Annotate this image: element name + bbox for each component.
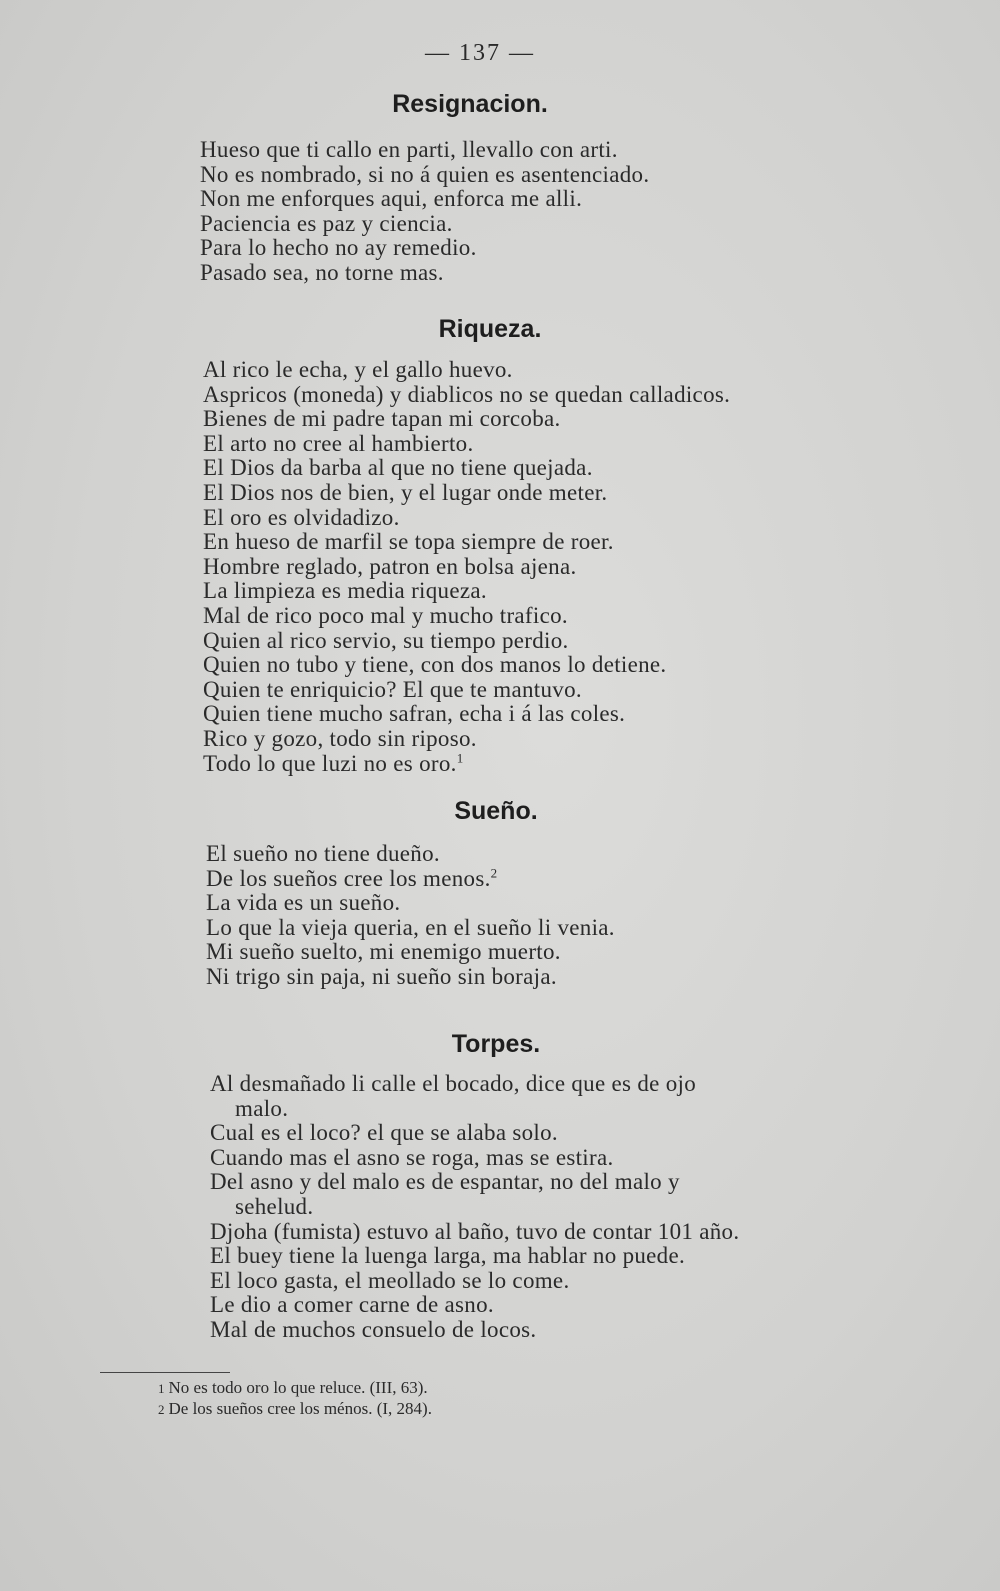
proverb-line: Le dio a comer carne de asno.	[210, 1292, 494, 1318]
proverb-line-with-footnote	[203, 749, 730, 777]
proverb-line: Mi sueño suelto, mi enemigo muerto.	[206, 939, 561, 965]
section-heading-sueno: Sueño.	[454, 797, 538, 825]
proverb-line: Mal de muchos consuelo de locos.	[210, 1316, 537, 1342]
proverb-line: Al desmañado li calle el bocado, dice que es de ojo	[210, 1071, 696, 1096]
section-heading-torpes: Torpes.	[451, 1030, 541, 1058]
proverb-line: El loco gasta, el meollado se lo come.	[210, 1267, 570, 1293]
proverb-line-with-footnote	[206, 864, 615, 892]
footnote-text: De los sueños cree los ménos. (I, 284).	[168, 1399, 432, 1418]
proverb-line: Quien tiene mucho safran, echa i á las coles.	[203, 701, 626, 727]
proverb-line: El Dios nos de bien, y el lugar onde meter.	[203, 479, 608, 505]
proverb-list-sueno	[206, 842, 615, 990]
proverb-line: Para lo hecho no ay remedio.	[200, 235, 477, 261]
page-number: — 137 —	[425, 40, 535, 66]
proverb-line: La limpieza es media riqueza.	[203, 578, 487, 604]
proverb-line: Aspricos (moneda) y diablicos no se quedan calladicos.	[203, 381, 731, 407]
section-heading-resignacion: Resignacion.	[392, 90, 548, 118]
proverb-line: La vida es un sueño.	[206, 890, 401, 916]
proverb-line: Quien te enriquicio? El que te mantuvo.	[203, 676, 582, 702]
footnotes	[158, 1378, 432, 1420]
proverb-line: Al rico le echa, y el gallo huevo.	[203, 357, 513, 382]
proverb-text: De los sueños cree los menos.	[206, 865, 491, 891]
proverb-line: Rico y gozo, todo sin riposo.	[203, 725, 477, 751]
proverb-line: El sueño no tiene dueño.	[206, 841, 440, 866]
footnote-mark: 2	[158, 1402, 165, 1417]
proverb-line: Lo que la vieja queria, en el sueño li venia.	[206, 914, 615, 940]
proverb-list-resignacion	[200, 138, 649, 286]
proverb-line: Hueso que ti callo en parti, llevallo con arti.	[200, 137, 618, 162]
proverb-line: Cual es el loco? el que se alaba solo.	[210, 1120, 558, 1146]
proverb-line: Mal de rico poco mal y mucho trafico.	[203, 602, 568, 628]
proverb-list-torpes	[210, 1072, 825, 1343]
proverb-line: Cuando mas el asno se roga, mas se estira.	[210, 1144, 614, 1170]
proverb-line: Del asno y del malo es de espantar, no del malo y	[210, 1169, 680, 1195]
footnote-divider	[100, 1372, 230, 1373]
proverb-line: Paciencia es paz y ciencia.	[200, 210, 453, 236]
proverb-line: Pasado sea, no torne mas.	[200, 259, 444, 285]
proverb-line: Djoha (fumista) estuvo al baño, tuvo de contar 101 año.	[210, 1218, 740, 1244]
footnote	[158, 1399, 432, 1420]
proverb-line: El buey tiene la luenga larga, ma hablar no puede.	[210, 1243, 686, 1269]
proverb-list-riqueza	[203, 358, 730, 776]
proverb-line: En hueso de marfil se topa siempre de roer.	[203, 529, 614, 555]
section-heading-riqueza: Riqueza.	[438, 315, 542, 343]
proverb-line: Bienes de mi padre tapan mi corcoba.	[203, 406, 561, 432]
proverb-line: Hombre reglado, patron en bolsa ajena.	[203, 553, 577, 579]
proverb-line: Non me enforques aqui, enforca me alli.	[200, 186, 583, 212]
proverb-line-continuation: malo.	[235, 1095, 289, 1121]
proverb-line: El arto no cree al hambierto.	[203, 430, 474, 456]
footnote	[158, 1378, 432, 1399]
proverb-line: No es nombrado, si no á quien es asentenciado.	[200, 161, 650, 187]
proverb-line: El Dios da barba al que no tiene quejada.	[203, 455, 593, 481]
footnote-reference: 1	[456, 749, 464, 765]
proverb-text: Todo lo que luzi no es oro.	[203, 750, 457, 776]
footnote-text: No es todo oro lo que reluce. (III, 63).	[168, 1378, 428, 1397]
proverb-line: Quien al rico servio, su tiempo perdio.	[203, 627, 569, 653]
footnote-reference: 2	[490, 864, 498, 880]
proverb-line: El oro es olvidadizo.	[203, 504, 400, 530]
footnote-mark: 1	[158, 1381, 165, 1396]
proverb-line-continuation: sehelud.	[235, 1193, 314, 1219]
proverb-line: Quien no tubo y tiene, con dos manos lo detiene.	[203, 652, 667, 678]
proverb-line: Ni trigo sin paja, ni sueño sin boraja.	[206, 963, 557, 989]
